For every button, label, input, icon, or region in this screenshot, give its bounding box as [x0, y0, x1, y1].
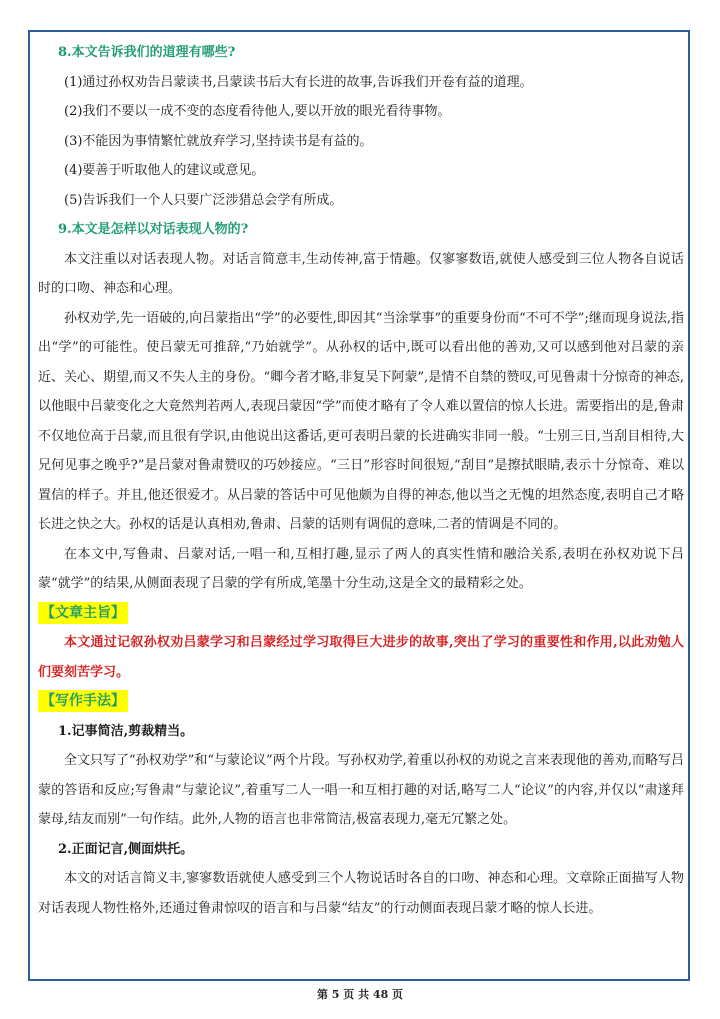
q8-item-2: (2)我们不要以一成不变的态度看待他人,要以开放的眼光看待事物。 — [64, 104, 451, 119]
document-body — [38, 38, 684, 923]
writing-subheading-1: 1.记事简洁,剪裁精当。 — [58, 723, 194, 739]
page-number-footer: 第 5 页 共 48 页 — [316, 988, 404, 1001]
q9-paragraph-2: 孙权劝学,先一语破的,向吕蒙指出“学”的必要性,即因其“当涂掌事”的重要身份而“不可不学”;继而现身说法,指出“学”的可能性。使吕蒙无可推辞,“乃始就学”。从孙权的话中,既可以看出他的善劝,又可以感到他对吕蒙的亲近、关心、期望,而又不失人主的身份。“卿今者才略,非复吴下阿蒙”,是情不自禁的赞叹,可见鲁肃十分惊奇的神态,以他眼中吕蒙变化之大竟然判若两人,表现吕蒙因“学”而使才略有了令人难以置信的惊人长进。需要指出的是,鲁肃不仅地位高于吕蒙,而且很有学识,由他说出这番话,更可表明吕蒙的长进确实非同一般。“士别三日,当刮目相待,大兄何见事之晚乎?”是吕蒙对鲁肃赞叹的巧妙接应。“三日”形容时间很短,“刮目”是擦拭眼睛,表示十分惊奇、难以置信的样子。并且,他还很爱才。从吕蒙的答话中可见他颇为自得的神态,他以当之无愧的坦然态度,表明自己才略长进之快之大。孙权的话是认真相劝,鲁肃、吕蒙的话则有调侃的意味,二者的情调是不同的。 — [38, 310, 684, 532]
q8-item-4: (4)要善于听取他人的建议或意见。 — [64, 163, 265, 178]
writing-paragraph-2: 本文的对话言简义丰,寥寥数语就使人感受到三个人物说话时各自的口吻、神态和心理。文章除正面描写人物对话表现人物性格外,还通过鲁肃惊叹的语言和与吕蒙“结友”的行动侧面表现吕蒙才略的惊人长进。 — [38, 871, 684, 916]
theme-section-tag: 【文章主旨】 — [38, 602, 128, 624]
q8-item-1: (1)通过孙权劝告吕蒙读书,吕蒙读书后大有长进的故事,告诉我们开卷有益的道理。 — [64, 74, 533, 90]
writing-section-tag: 【写作手法】 — [38, 690, 128, 712]
theme-text: 本文通过记叙孙权劝吕蒙学习和吕蒙经过学习取得巨大进步的故事,突出了学习的重要性和作用,以此劝勉人们要刻苦学习。 — [38, 635, 684, 680]
q9-paragraph-1: 本文注重以对话表现人物。对话言简意丰,生动传神,富于情趣。仅寥寥数语,就使人感受到三位人物各自说话时的口吻、神态和心理。 — [38, 251, 684, 296]
q9-paragraph-3: 在本文中,写鲁肃、吕蒙对话,一唱一和,互相打趣,显示了两人的真实性情和融洽关系,表明在孙权劝说下吕蒙“就学”的结果,从侧面表现了吕蒙的学有所成,笔墨十分生动,这是全文的最精彩之处。 — [38, 546, 684, 591]
q8-item-3: (3)不能因为事情繁忙就放弃学习,坚持读书是有益的。 — [64, 133, 373, 149]
q8-item-5: (5)告诉我们一个人只要广泛涉猎总会学有所成。 — [64, 192, 343, 208]
q9-heading: 9.本文是怎样以对话表现人物的? — [58, 222, 249, 237]
q8-heading: 8.本文告诉我们的道理有哪些? — [58, 45, 236, 60]
writing-subheading-2: 2.正面记言,侧面烘托。 — [58, 841, 194, 857]
writing-paragraph-1: 全文只写了“孙权劝学”和“与蒙论议”两个片段。写孙权劝学,着重以孙权的劝说之言来表现他的善劝,而略写吕蒙的答语和反应;写鲁肃“与蒙论议”,着重写二人一唱一和互相打趣的对话,略写二人“论议”的内容,并仅以“肃遂拜蒙母,结友而别”一句作结。此外,人物的语言也非常简洁,极富表现力,毫无冗繁之处。 — [38, 753, 684, 827]
